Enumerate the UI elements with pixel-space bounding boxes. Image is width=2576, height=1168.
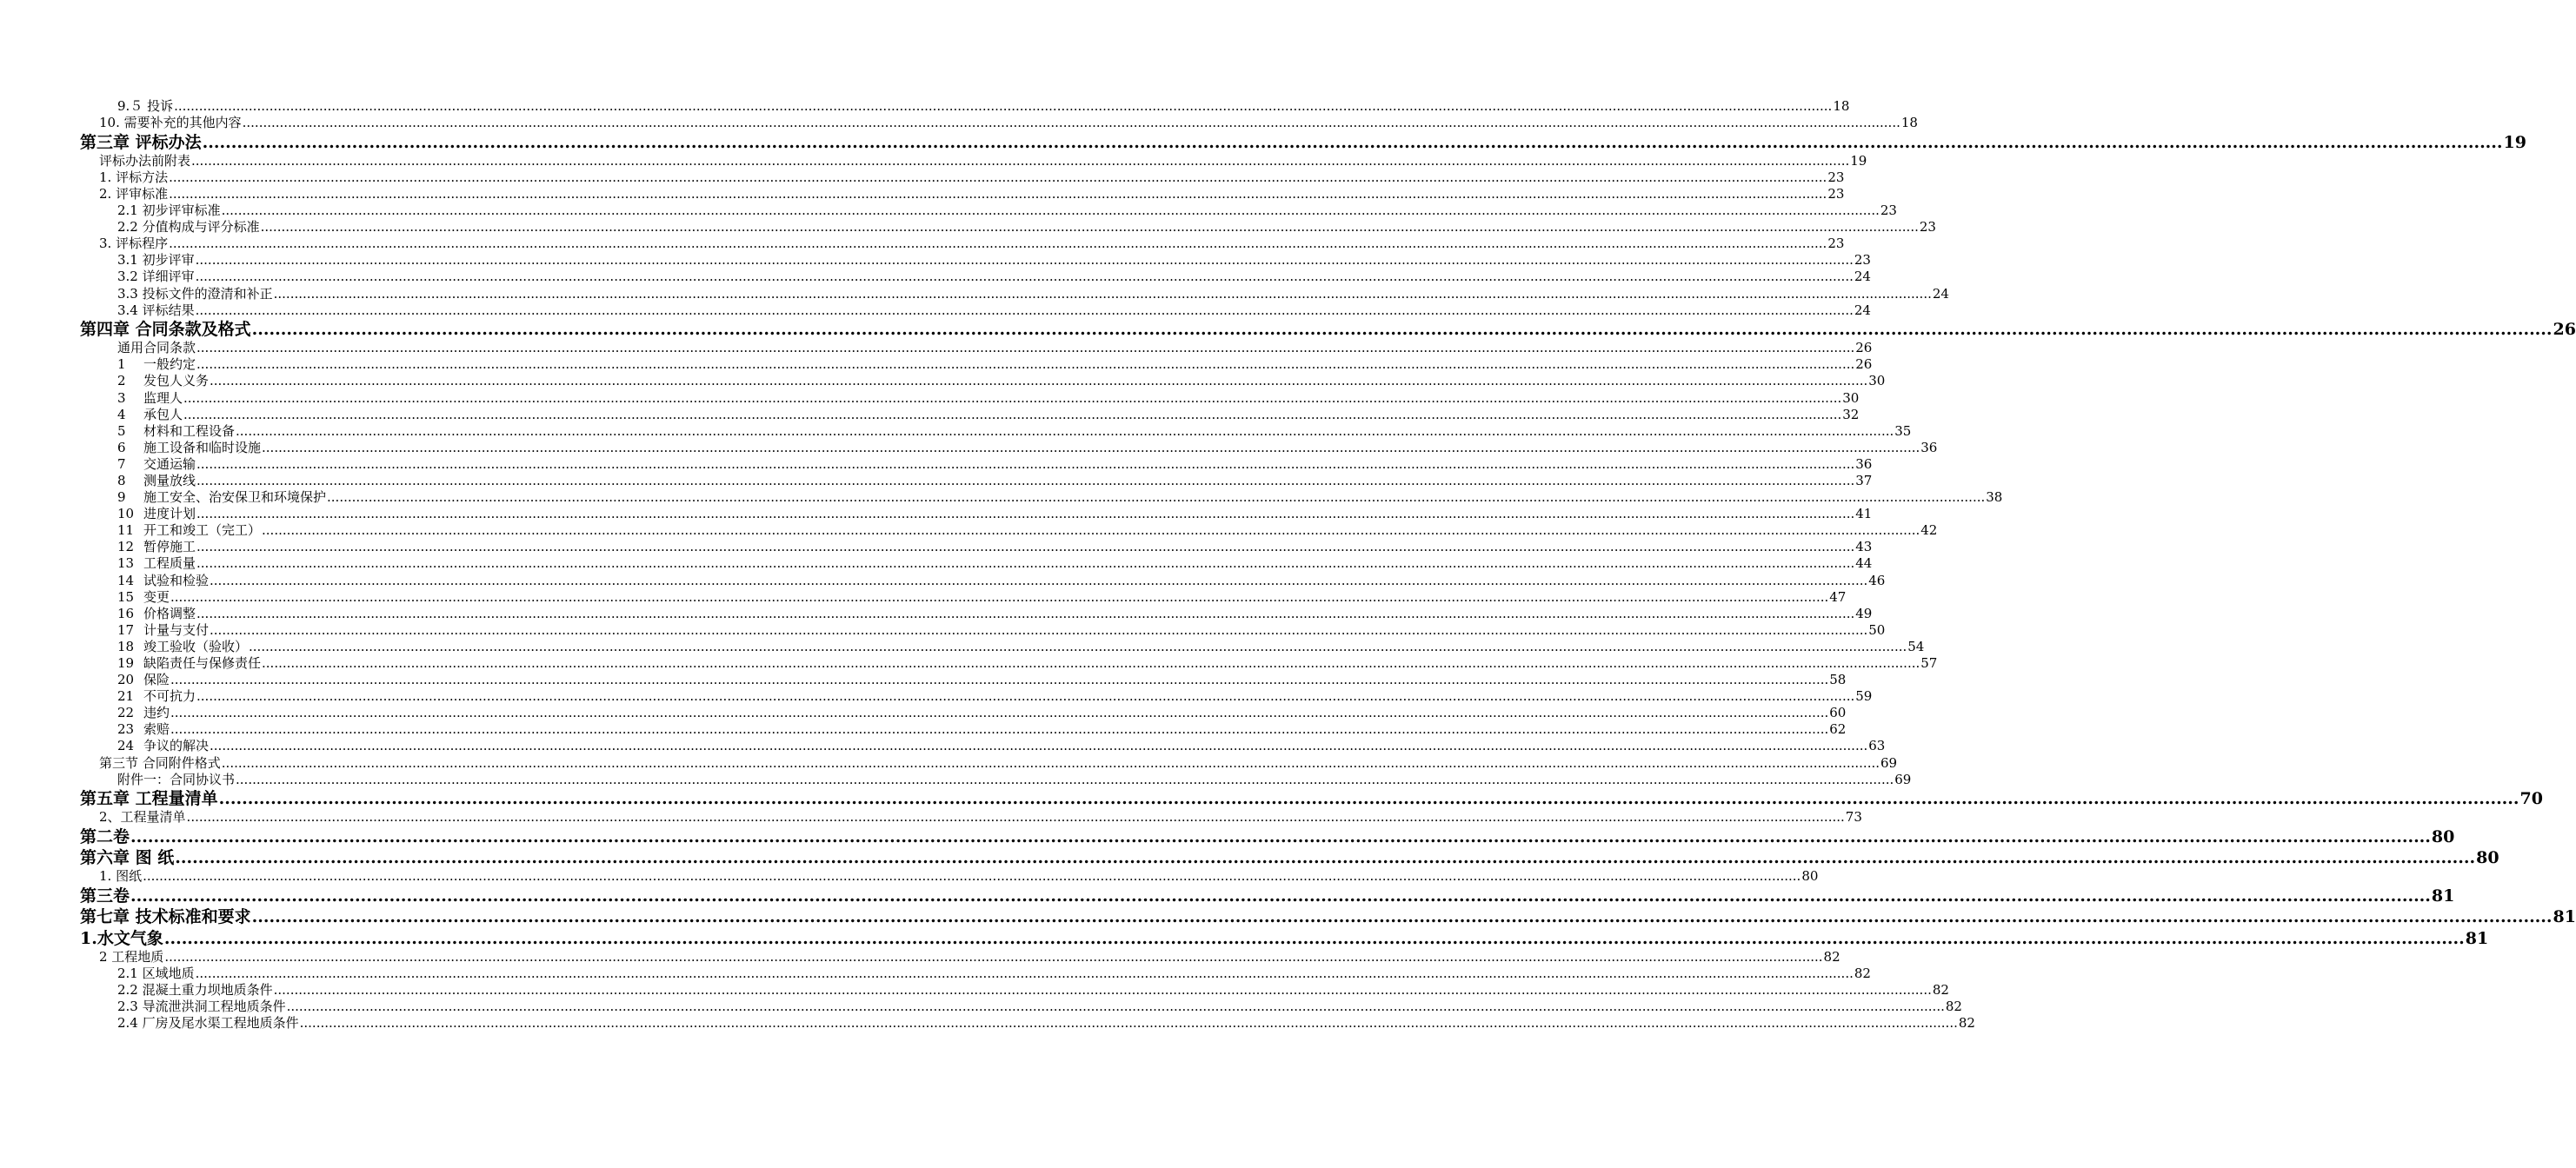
dot-leader: ................................................................................................................................................................................................................................................................................................................................................................................................................ — [273, 285, 1932, 302]
toc-entry[interactable] — [0, 948, 1840, 966]
dot-leader: ................................................................................................................................................................................................................................................................................................................................................................................................................ — [210, 572, 1868, 588]
toc-page-number: 37 — [1855, 472, 1873, 488]
toc-entry[interactable] — [0, 185, 1845, 202]
toc-entry-label — [117, 606, 196, 622]
dot-leader: ................................................................................................................................................................................................................................................................................................................................................................................................................ — [195, 302, 1854, 318]
toc-entry-label — [117, 672, 170, 688]
toc-entry-number: 13 — [117, 555, 135, 572]
toc-entry-label: 3. 评标程序 — [99, 236, 169, 252]
toc-entry-label — [117, 738, 209, 754]
dot-leader: ................................................................................................................................................................................................................................................................................................................................................................................................................ — [196, 506, 1855, 522]
toc-entry-number: 14 — [117, 572, 135, 588]
toc-entry-number: 24 — [117, 738, 135, 754]
toc-entry[interactable] — [0, 506, 1873, 522]
toc-entry-title: 暂停施工 — [143, 539, 196, 555]
toc-chapter-entry[interactable] — [0, 826, 2455, 847]
toc-page-number: 69 — [1894, 771, 1912, 787]
dot-leader: ................................................................................................................................................................................................................................................................................................................................................................................................................ — [169, 169, 1827, 185]
toc-entry-number: 20 — [117, 672, 135, 688]
toc-entry-label: 2.4 厂房及尾水渠工程地质条件 — [117, 1015, 299, 1032]
toc-page-number: 50 — [1868, 621, 1886, 638]
toc-entry[interactable] — [0, 98, 1850, 115]
dot-leader: ................................................................................................................................................................................................................................................................................................................................................................................................................ — [130, 886, 2431, 906]
toc-entry-label — [117, 473, 196, 489]
dot-leader: ................................................................................................................................................................................................................................................................................................................................................................................................................ — [249, 638, 1907, 654]
toc-entry[interactable] — [0, 688, 1873, 705]
dot-leader: ................................................................................................................................................................................................................................................................................................................................................................................................................ — [175, 848, 2476, 868]
toc-entry-label: 第四章 合同条款及格式 — [80, 320, 251, 340]
toc-chapter-entry[interactable] — [0, 885, 2455, 906]
toc-entry[interactable] — [0, 555, 1873, 572]
toc-entry-label: 评标办法前附表 — [99, 152, 191, 169]
toc-page-number: 18 — [1833, 98, 1850, 115]
toc-page-number: 63 — [1868, 738, 1886, 754]
dot-leader: ................................................................................................................................................................................................................................................................................................................................................................................................................ — [170, 721, 1829, 738]
toc-entry-title: 不可抗力 — [143, 688, 196, 705]
dot-leader: ................................................................................................................................................................................................................................................................................................................................................................................................................ — [196, 340, 1855, 356]
toc-entry[interactable] — [0, 152, 1867, 169]
toc-entry-title: 保险 — [143, 672, 170, 688]
dot-leader: ................................................................................................................................................................................................................................................................................................................................................................................................................ — [210, 738, 1868, 754]
toc-entry[interactable] — [0, 115, 1918, 131]
toc-entry[interactable] — [0, 489, 2003, 506]
toc-entry-number: 8 — [117, 472, 126, 488]
toc-entry-title: 开工和竣工（完工） — [143, 522, 262, 539]
dot-leader: ................................................................................................................................................................................................................................................................................................................................................................................................................ — [236, 771, 1894, 787]
dot-leader: ................................................................................................................................................................................................................................................................................................................................................................................................................ — [196, 455, 1855, 472]
toc-page-number: 23 — [1880, 202, 1897, 219]
toc-page-number: 23 — [1827, 236, 1845, 252]
dot-leader: ................................................................................................................................................................................................................................................................................................................................................................................................................ — [221, 202, 1880, 219]
toc-entry[interactable] — [0, 422, 1912, 440]
toc-chapter-entry[interactable] — [0, 131, 2526, 153]
toc-page-number: 69 — [1880, 754, 1898, 771]
toc-chapter-entry[interactable] — [0, 319, 2576, 341]
toc-page-number: 58 — [1829, 672, 1847, 688]
toc-entry[interactable] — [0, 982, 1949, 999]
toc-page-number: 46 — [1868, 572, 1886, 588]
toc-entry[interactable] — [0, 302, 1871, 319]
toc-entry-title: 材料和工程设备 — [143, 422, 236, 439]
toc-entry-label: 第三节 合同附件格式 — [99, 754, 221, 771]
toc-page-number: 41 — [1855, 506, 1873, 522]
toc-entry-label: 3.4 评标结果 — [117, 302, 195, 318]
toc-entry[interactable] — [0, 252, 1871, 269]
toc-entry-label — [117, 356, 196, 373]
toc-entry-number: 10 — [117, 506, 135, 522]
toc-entry[interactable] — [0, 406, 1860, 423]
toc-page-number: 18 — [1900, 115, 1918, 131]
toc-entry-title: 测量放线 — [143, 472, 196, 488]
toc-entry-title: 交通运输 — [143, 455, 196, 472]
toc-entry[interactable] — [0, 999, 1962, 1015]
toc-entry-label — [117, 489, 326, 506]
dot-leader: ................................................................................................................................................................................................................................................................................................................................................................................................................ — [327, 489, 1986, 506]
toc-entry-number: 17 — [117, 621, 135, 638]
dot-leader: ................................................................................................................................................................................................................................................................................................................................................................................................................ — [260, 219, 1919, 236]
dot-leader: ................................................................................................................................................................................................................................................................................................................................................................................................................ — [299, 1015, 1958, 1032]
toc-page-number: 49 — [1855, 605, 1873, 621]
table-of-contents — [0, 98, 2576, 1032]
toc-page-number: 23 — [1919, 219, 1936, 236]
toc-entry[interactable] — [0, 439, 1938, 456]
toc-page-number: 81 — [2553, 907, 2576, 927]
toc-page-number: 81 — [2465, 928, 2489, 948]
toc-entry-title: 争议的解决 — [143, 738, 210, 754]
toc-entry-title: 工程质量 — [143, 555, 196, 572]
toc-entry-number: 23 — [117, 721, 135, 738]
toc-page-number: 82 — [1823, 948, 1840, 965]
toc-chapter-entry[interactable] — [0, 927, 2489, 949]
toc-entry[interactable] — [0, 389, 1860, 406]
toc-entry-label: 第三章 评标办法 — [80, 132, 202, 152]
toc-page-number: 36 — [1920, 439, 1938, 455]
toc-entry[interactable] — [0, 219, 1936, 236]
toc-entry-title: 缺陷责任与保修责任 — [143, 655, 262, 671]
toc-entry-label — [117, 390, 183, 407]
toc-page-number: 62 — [1829, 721, 1847, 738]
toc-entry[interactable] — [0, 455, 1873, 473]
toc-page-number: 24 — [1854, 269, 1871, 285]
toc-entry[interactable] — [0, 655, 1938, 672]
toc-entry-label — [117, 721, 170, 738]
toc-entry-number: 16 — [117, 605, 135, 621]
dot-leader: ................................................................................................................................................................................................................................................................................................................................................................................................................ — [210, 373, 1868, 389]
toc-page-number: 82 — [1945, 999, 1962, 1015]
toc-page-number: 24 — [1932, 285, 1949, 302]
toc-entry-label: 2、工程量清单 — [99, 809, 186, 826]
dot-leader: ................................................................................................................................................................................................................................................................................................................................................................................................................ — [191, 152, 1850, 169]
toc-entry-label — [117, 539, 196, 555]
toc-entry-label — [117, 423, 235, 440]
dot-leader: ................................................................................................................................................................................................................................................................................................................................................................................................................ — [196, 688, 1855, 705]
toc-entry[interactable] — [0, 572, 1886, 588]
toc-entry[interactable] — [0, 771, 1912, 788]
dot-leader: ................................................................................................................................................................................................................................................................................................................................................................................................................ — [143, 868, 1801, 885]
toc-page-number: 26 — [1855, 356, 1873, 373]
toc-entry-title: 价格调整 — [143, 605, 196, 621]
toc-entry-label — [117, 622, 209, 639]
dot-leader: ................................................................................................................................................................................................................................................................................................................................................................................................................ — [183, 406, 1842, 422]
dot-leader: ................................................................................................................................................................................................................................................................................................................................................................................................................ — [262, 522, 1920, 539]
toc-entry-label: 2 工程地质 — [99, 948, 164, 965]
toc-entry-title: 竣工验收（验收） — [143, 638, 249, 654]
toc-entry-label: 2.2 混凝土重力坝地质条件 — [117, 982, 273, 999]
toc-entry-number: 1 — [117, 356, 126, 373]
toc-entry-number: 9 — [117, 489, 126, 506]
toc-entry[interactable] — [0, 809, 1862, 826]
toc-page-number: 23 — [1827, 185, 1845, 202]
toc-entry[interactable] — [0, 1015, 1975, 1032]
toc-page-number: 32 — [1842, 406, 1860, 422]
toc-entry-number: 3 — [117, 389, 126, 406]
toc-entry-label: 1.水文气象 — [80, 928, 163, 948]
dot-leader: ................................................................................................................................................................................................................................................................................................................................................................................................................ — [196, 472, 1855, 488]
dot-leader: ................................................................................................................................................................................................................................................................................................................................................................................................................ — [262, 439, 1920, 455]
toc-entry-number: 6 — [117, 439, 126, 455]
toc-entry-label: 通用合同条款 — [117, 340, 196, 356]
dot-leader: ................................................................................................................................................................................................................................................................................................................................................................................................................ — [195, 966, 1854, 982]
toc-entry-label: 2. 评审标准 — [99, 185, 169, 202]
toc-entry[interactable] — [0, 638, 1925, 655]
toc-entry[interactable] — [0, 705, 1847, 721]
toc-entry-label — [117, 440, 261, 456]
toc-entry[interactable] — [0, 672, 1847, 688]
dot-leader: ................................................................................................................................................................................................................................................................................................................................................................................................................ — [195, 252, 1854, 269]
toc-page-number: 70 — [2519, 789, 2543, 809]
toc-entry-label: 1. 评标方法 — [99, 169, 169, 185]
toc-entry-label: 第五章 工程量清单 — [80, 789, 218, 809]
toc-entry-label — [117, 655, 261, 672]
dot-leader: ................................................................................................................................................................................................................................................................................................................................................................................................................ — [169, 185, 1827, 202]
toc-entry-title: 变更 — [143, 588, 170, 605]
toc-page-number: 80 — [2476, 848, 2499, 868]
toc-entry-number: 18 — [117, 638, 135, 654]
dot-leader: ................................................................................................................................................................................................................................................................................................................................................................................................................ — [195, 269, 1854, 285]
toc-entry[interactable] — [0, 605, 1873, 622]
dot-leader: ................................................................................................................................................................................................................................................................................................................................................................................................................ — [186, 809, 1845, 826]
toc-chapter-entry[interactable] — [0, 788, 2543, 810]
toc-entry-number: 19 — [117, 655, 135, 671]
toc-page-number: 23 — [1827, 169, 1845, 185]
toc-entry-title: 计量与支付 — [143, 621, 210, 638]
toc-entry[interactable] — [0, 966, 1871, 982]
toc-page-number: 82 — [1958, 1015, 1975, 1032]
dot-leader: ................................................................................................................................................................................................................................................................................................................................................................................................................ — [170, 588, 1829, 605]
toc-entry-label — [117, 589, 170, 606]
toc-entry[interactable] — [0, 202, 1897, 219]
toc-page-number: 23 — [1854, 252, 1871, 269]
toc-page-number: 54 — [1907, 638, 1925, 654]
toc-entry[interactable] — [0, 356, 1873, 373]
toc-page-number: 82 — [1932, 982, 1949, 999]
toc-entry-label: 3.2 详细评审 — [117, 269, 195, 285]
dot-leader: ................................................................................................................................................................................................................................................................................................................................................................................................................ — [174, 98, 1833, 115]
toc-entry-title: 一般约定 — [143, 356, 196, 373]
toc-entry-title: 监理人 — [143, 389, 183, 406]
dot-leader: ................................................................................................................................................................................................................................................................................................................................................................................................................ — [210, 621, 1868, 638]
dot-leader: ................................................................................................................................................................................................................................................................................................................................................................................................................ — [196, 605, 1855, 621]
toc-entry[interactable] — [0, 588, 1847, 606]
toc-entry-label: 2.3 导流泄洪洞工程地质条件 — [117, 999, 286, 1015]
toc-page-number: 80 — [2431, 826, 2455, 846]
toc-page-number: 57 — [1920, 655, 1938, 671]
toc-entry-number: 2 — [117, 373, 126, 389]
toc-entry[interactable] — [0, 738, 1886, 754]
dot-leader: ................................................................................................................................................................................................................................................................................................................................................................................................................ — [196, 356, 1855, 373]
toc-entry-title: 发包人义务 — [143, 373, 210, 389]
dot-leader: ................................................................................................................................................................................................................................................................................................................................................................................................................ — [218, 789, 2519, 809]
dot-leader: ................................................................................................................................................................................................................................................................................................................................................................................................................ — [251, 320, 2553, 340]
toc-entry-label — [117, 373, 209, 389]
toc-entry-title: 承包人 — [143, 406, 183, 422]
toc-entry-label — [117, 705, 170, 721]
toc-page-number: 82 — [1854, 966, 1871, 982]
toc-page-number: 35 — [1894, 422, 1912, 439]
dot-leader: ................................................................................................................................................................................................................................................................................................................................................................................................................ — [262, 655, 1920, 671]
toc-entry-number: 15 — [117, 588, 135, 605]
dot-leader: ................................................................................................................................................................................................................................................................................................................................................................................................................ — [202, 132, 2503, 152]
toc-entry-title: 违约 — [143, 705, 170, 721]
dot-leader: ................................................................................................................................................................................................................................................................................................................................................................................................................ — [170, 672, 1829, 688]
toc-entry-label: 第三卷 — [80, 886, 130, 906]
toc-entry-label — [117, 573, 209, 589]
toc-entry-number: 21 — [117, 688, 135, 705]
dot-leader: ................................................................................................................................................................................................................................................................................................................................................................................................................ — [273, 982, 1932, 999]
toc-entry-number: 22 — [117, 705, 135, 721]
toc-entry-label: 2.1 区域地质 — [117, 966, 195, 982]
toc-page-number: 26 — [2553, 320, 2576, 340]
toc-page-number: 60 — [1829, 705, 1847, 721]
dot-leader: ................................................................................................................................................................................................................................................................................................................................................................................................................ — [221, 754, 1880, 771]
toc-page-number: 44 — [1855, 555, 1873, 572]
toc-entry-number: 12 — [117, 539, 135, 555]
toc-entry[interactable] — [0, 236, 1845, 252]
toc-page-number: 38 — [1986, 489, 2003, 506]
toc-entry-title: 试验和检验 — [143, 572, 210, 588]
toc-page-number: 30 — [1842, 389, 1860, 406]
toc-page-number: 24 — [1854, 302, 1871, 318]
toc-entry-label: 10. 需要补充的其他内容 — [99, 115, 242, 131]
toc-entry-label: 9.５ 投诉 — [117, 98, 174, 115]
toc-entry[interactable] — [0, 340, 1873, 356]
dot-leader: ................................................................................................................................................................................................................................................................................................................................................................................................................ — [170, 705, 1829, 721]
toc-entry[interactable] — [0, 621, 1886, 639]
toc-entry[interactable] — [0, 472, 1873, 489]
dot-leader: ................................................................................................................................................................................................................................................................................................................................................................................................................ — [130, 826, 2431, 846]
toc-entry[interactable] — [0, 539, 1873, 555]
toc-entry-label — [117, 456, 196, 473]
toc-entry-label — [117, 555, 196, 572]
toc-entry-label — [117, 506, 196, 522]
toc-entry-label: 附件一：合同协议书 — [117, 771, 236, 787]
toc-page-number: 59 — [1855, 688, 1873, 705]
toc-page-number: 42 — [1920, 522, 1938, 539]
dot-leader: ................................................................................................................................................................................................................................................................................................................................................................................................................ — [183, 389, 1842, 406]
toc-entry-label: 2.1 初步评审标准 — [117, 202, 221, 219]
toc-page-number: 47 — [1829, 588, 1847, 605]
toc-entry[interactable] — [0, 269, 1871, 285]
dot-leader: ................................................................................................................................................................................................................................................................................................................................................................................................................ — [169, 236, 1827, 252]
toc-entry[interactable] — [0, 522, 1938, 539]
toc-entry-title: 索赔 — [143, 721, 170, 738]
dot-leader: ................................................................................................................................................................................................................................................................................................................................................................................................................ — [236, 422, 1894, 439]
toc-entry-number: 4 — [117, 406, 126, 422]
toc-entry-number: 7 — [117, 455, 126, 472]
toc-entry-label — [117, 639, 248, 655]
toc-page-number: 30 — [1868, 373, 1886, 389]
toc-entry-label: 第二卷 — [80, 826, 130, 846]
toc-entry-title: 施工安全、治安保卫和环境保护 — [143, 489, 327, 506]
toc-entry-label: 1. 图纸 — [99, 868, 143, 885]
toc-entry-label — [117, 688, 196, 705]
toc-entry-label — [117, 407, 183, 423]
toc-entry-label: 3.1 初步评审 — [117, 252, 195, 269]
dot-leader: ................................................................................................................................................................................................................................................................................................................................................................................................................ — [163, 928, 2465, 948]
toc-entry[interactable] — [0, 754, 1898, 771]
toc-entry-number: 11 — [117, 522, 135, 539]
dot-leader: ................................................................................................................................................................................................................................................................................................................................................................................................................ — [242, 115, 1900, 131]
toc-page-number: 36 — [1855, 455, 1873, 472]
toc-chapter-entry[interactable] — [0, 906, 2576, 928]
dot-leader: ................................................................................................................................................................................................................................................................................................................................................................................................................ — [196, 555, 1855, 572]
toc-chapter-entry[interactable] — [0, 847, 2499, 869]
toc-entry-label — [117, 522, 261, 539]
toc-entry[interactable] — [0, 169, 1845, 186]
toc-entry[interactable] — [0, 721, 1847, 738]
toc-page-number: 19 — [2503, 132, 2526, 152]
toc-page-number: 80 — [1801, 868, 1819, 885]
toc-entry-label: 3.3 投标文件的澄清和补正 — [117, 285, 273, 302]
toc-entry-number: 5 — [117, 422, 126, 439]
dot-leader: ................................................................................................................................................................................................................................................................................................................................................................................................................ — [286, 999, 1945, 1015]
toc-entry-title: 进度计划 — [143, 506, 196, 522]
dot-leader: ................................................................................................................................................................................................................................................................................................................................................................................................................ — [196, 539, 1855, 555]
toc-entry-label: 第七章 技术标准和要求 — [80, 907, 251, 927]
toc-page-number: 43 — [1855, 539, 1873, 555]
dot-leader: ................................................................................................................................................................................................................................................................................................................................................................................................................ — [251, 907, 2553, 927]
toc-entry-label: 第六章 图 纸 — [80, 848, 175, 868]
toc-page-number: 19 — [1850, 152, 1867, 169]
toc-entry[interactable] — [0, 868, 1819, 885]
toc-page-number: 81 — [2431, 886, 2455, 906]
toc-page-number: 73 — [1845, 809, 1862, 826]
toc-page-number: 26 — [1855, 340, 1873, 356]
dot-leader: ................................................................................................................................................................................................................................................................................................................................................................................................................ — [164, 948, 1823, 965]
toc-entry[interactable] — [0, 285, 1949, 302]
toc-entry-label: 2.2 分值构成与评分标准 — [117, 219, 260, 236]
toc-entry-title: 施工设备和临时设施 — [143, 439, 262, 455]
toc-entry[interactable] — [0, 373, 1886, 389]
